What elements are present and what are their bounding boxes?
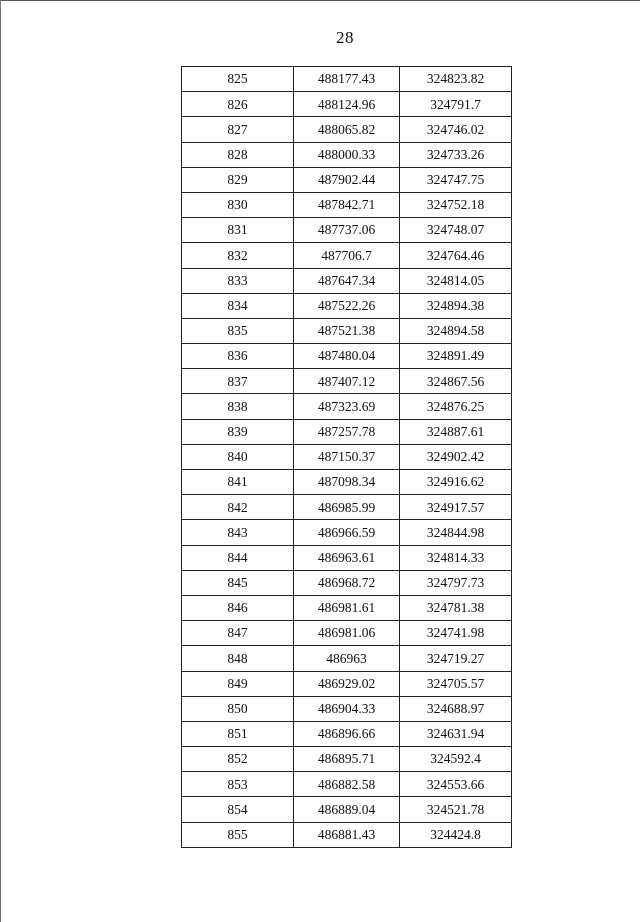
y-coordinate-cell: 324917.57 xyxy=(400,495,512,520)
y-coordinate-cell: 324823.82 xyxy=(400,67,512,92)
y-coordinate-cell: 324814.33 xyxy=(400,545,512,570)
y-coordinate-cell: 324741.98 xyxy=(400,621,512,646)
x-coordinate-cell: 486889.04 xyxy=(294,797,400,822)
point-number-cell: 846 xyxy=(182,595,294,620)
point-number-cell: 837 xyxy=(182,369,294,394)
y-coordinate-cell: 324894.38 xyxy=(400,293,512,318)
y-coordinate-cell: 324553.66 xyxy=(400,772,512,797)
point-number-cell: 844 xyxy=(182,545,294,570)
table-row xyxy=(182,671,512,696)
coordinates-table-body xyxy=(182,67,512,848)
point-number-cell: 848 xyxy=(182,646,294,671)
x-coordinate-cell: 487521.38 xyxy=(294,318,400,343)
x-coordinate-cell: 486895.71 xyxy=(294,747,400,772)
x-coordinate-cell: 487323.69 xyxy=(294,394,400,419)
y-coordinate-cell: 324814.05 xyxy=(400,268,512,293)
point-number-cell: 835 xyxy=(182,318,294,343)
table-row xyxy=(182,822,512,847)
table-row xyxy=(182,243,512,268)
table-row xyxy=(182,318,512,343)
y-coordinate-cell: 324902.42 xyxy=(400,444,512,469)
table-row xyxy=(182,67,512,92)
table-row xyxy=(182,696,512,721)
point-number-cell: 853 xyxy=(182,772,294,797)
x-coordinate-cell: 487522.26 xyxy=(294,293,400,318)
table-row xyxy=(182,394,512,419)
table-row xyxy=(182,772,512,797)
y-coordinate-cell: 324791.7 xyxy=(400,92,512,117)
x-coordinate-cell: 487647.34 xyxy=(294,268,400,293)
y-coordinate-cell: 324891.49 xyxy=(400,344,512,369)
x-coordinate-cell: 486963.61 xyxy=(294,545,400,570)
table-row xyxy=(182,419,512,444)
point-number-cell: 842 xyxy=(182,495,294,520)
table-row xyxy=(182,595,512,620)
x-coordinate-cell: 486882.58 xyxy=(294,772,400,797)
point-number-cell: 855 xyxy=(182,822,294,847)
x-coordinate-cell: 486929.02 xyxy=(294,671,400,696)
table-row xyxy=(182,495,512,520)
scan-edge-left xyxy=(0,0,1,922)
table-row xyxy=(182,142,512,167)
y-coordinate-cell: 324797.73 xyxy=(400,570,512,595)
y-coordinate-cell: 324876.25 xyxy=(400,394,512,419)
y-coordinate-cell: 324747.75 xyxy=(400,167,512,192)
x-coordinate-cell: 486968.72 xyxy=(294,570,400,595)
table-row xyxy=(182,192,512,217)
x-coordinate-cell: 487480.04 xyxy=(294,344,400,369)
y-coordinate-cell: 324844.98 xyxy=(400,520,512,545)
table-row xyxy=(182,520,512,545)
point-number-cell: 826 xyxy=(182,92,294,117)
x-coordinate-cell: 487098.34 xyxy=(294,470,400,495)
x-coordinate-cell: 487842.71 xyxy=(294,192,400,217)
table-row xyxy=(182,92,512,117)
point-number-cell: 831 xyxy=(182,218,294,243)
point-number-cell: 834 xyxy=(182,293,294,318)
table-row xyxy=(182,545,512,570)
table-row xyxy=(182,797,512,822)
x-coordinate-cell: 487150.37 xyxy=(294,444,400,469)
point-number-cell: 830 xyxy=(182,192,294,217)
x-coordinate-cell: 487706.7 xyxy=(294,243,400,268)
table-row xyxy=(182,570,512,595)
point-number-cell: 832 xyxy=(182,243,294,268)
y-coordinate-cell: 324733.26 xyxy=(400,142,512,167)
point-number-cell: 841 xyxy=(182,470,294,495)
y-coordinate-cell: 324746.02 xyxy=(400,117,512,142)
table-row xyxy=(182,268,512,293)
y-coordinate-cell: 324916.62 xyxy=(400,470,512,495)
y-coordinate-cell: 324887.61 xyxy=(400,419,512,444)
y-coordinate-cell: 324631.94 xyxy=(400,721,512,746)
x-coordinate-cell: 486966.59 xyxy=(294,520,400,545)
x-coordinate-cell: 488177.43 xyxy=(294,67,400,92)
point-number-cell: 833 xyxy=(182,268,294,293)
point-number-cell: 840 xyxy=(182,444,294,469)
table-row xyxy=(182,117,512,142)
x-coordinate-cell: 488065.82 xyxy=(294,117,400,142)
point-number-cell: 839 xyxy=(182,419,294,444)
point-number-cell: 852 xyxy=(182,747,294,772)
table-row xyxy=(182,470,512,495)
table-row xyxy=(182,293,512,318)
point-number-cell: 827 xyxy=(182,117,294,142)
y-coordinate-cell: 324752.18 xyxy=(400,192,512,217)
scan-edge-top xyxy=(0,0,640,1)
y-coordinate-cell: 324867.56 xyxy=(400,369,512,394)
table-row xyxy=(182,218,512,243)
x-coordinate-cell: 486896.66 xyxy=(294,721,400,746)
point-number-cell: 851 xyxy=(182,721,294,746)
table-row xyxy=(182,621,512,646)
x-coordinate-cell: 486981.61 xyxy=(294,595,400,620)
point-number-cell: 845 xyxy=(182,570,294,595)
point-number-cell: 849 xyxy=(182,671,294,696)
point-number-cell: 838 xyxy=(182,394,294,419)
y-coordinate-cell: 324521.78 xyxy=(400,797,512,822)
point-number-cell: 836 xyxy=(182,344,294,369)
y-coordinate-cell: 324719.27 xyxy=(400,646,512,671)
table-row xyxy=(182,344,512,369)
y-coordinate-cell: 324592.4 xyxy=(400,747,512,772)
x-coordinate-cell: 486904.33 xyxy=(294,696,400,721)
point-number-cell: 847 xyxy=(182,621,294,646)
x-coordinate-cell: 486981.06 xyxy=(294,621,400,646)
x-coordinate-cell: 488000.33 xyxy=(294,142,400,167)
y-coordinate-cell: 324894.58 xyxy=(400,318,512,343)
table-row xyxy=(182,721,512,746)
table-row xyxy=(182,747,512,772)
table-row xyxy=(182,646,512,671)
point-number-cell: 828 xyxy=(182,142,294,167)
y-coordinate-cell: 324688.97 xyxy=(400,696,512,721)
y-coordinate-cell: 324781.38 xyxy=(400,595,512,620)
point-number-cell: 843 xyxy=(182,520,294,545)
point-number-cell: 825 xyxy=(182,67,294,92)
table-row xyxy=(182,167,512,192)
x-coordinate-cell: 487407.12 xyxy=(294,369,400,394)
y-coordinate-cell: 324424.8 xyxy=(400,822,512,847)
point-number-cell: 850 xyxy=(182,696,294,721)
x-coordinate-cell: 487902.44 xyxy=(294,167,400,192)
table-row xyxy=(182,369,512,394)
x-coordinate-cell: 488124.96 xyxy=(294,92,400,117)
point-number-cell: 829 xyxy=(182,167,294,192)
point-number-cell: 854 xyxy=(182,797,294,822)
coordinates-table xyxy=(181,66,512,848)
table-row xyxy=(182,444,512,469)
y-coordinate-cell: 324748.07 xyxy=(400,218,512,243)
x-coordinate-cell: 487257.78 xyxy=(294,419,400,444)
x-coordinate-cell: 487737.06 xyxy=(294,218,400,243)
y-coordinate-cell: 324764.46 xyxy=(400,243,512,268)
page-number: 28 xyxy=(336,28,354,47)
x-coordinate-cell: 486963 xyxy=(294,646,400,671)
x-coordinate-cell: 486985.99 xyxy=(294,495,400,520)
y-coordinate-cell: 324705.57 xyxy=(400,671,512,696)
x-coordinate-cell: 486881.43 xyxy=(294,822,400,847)
